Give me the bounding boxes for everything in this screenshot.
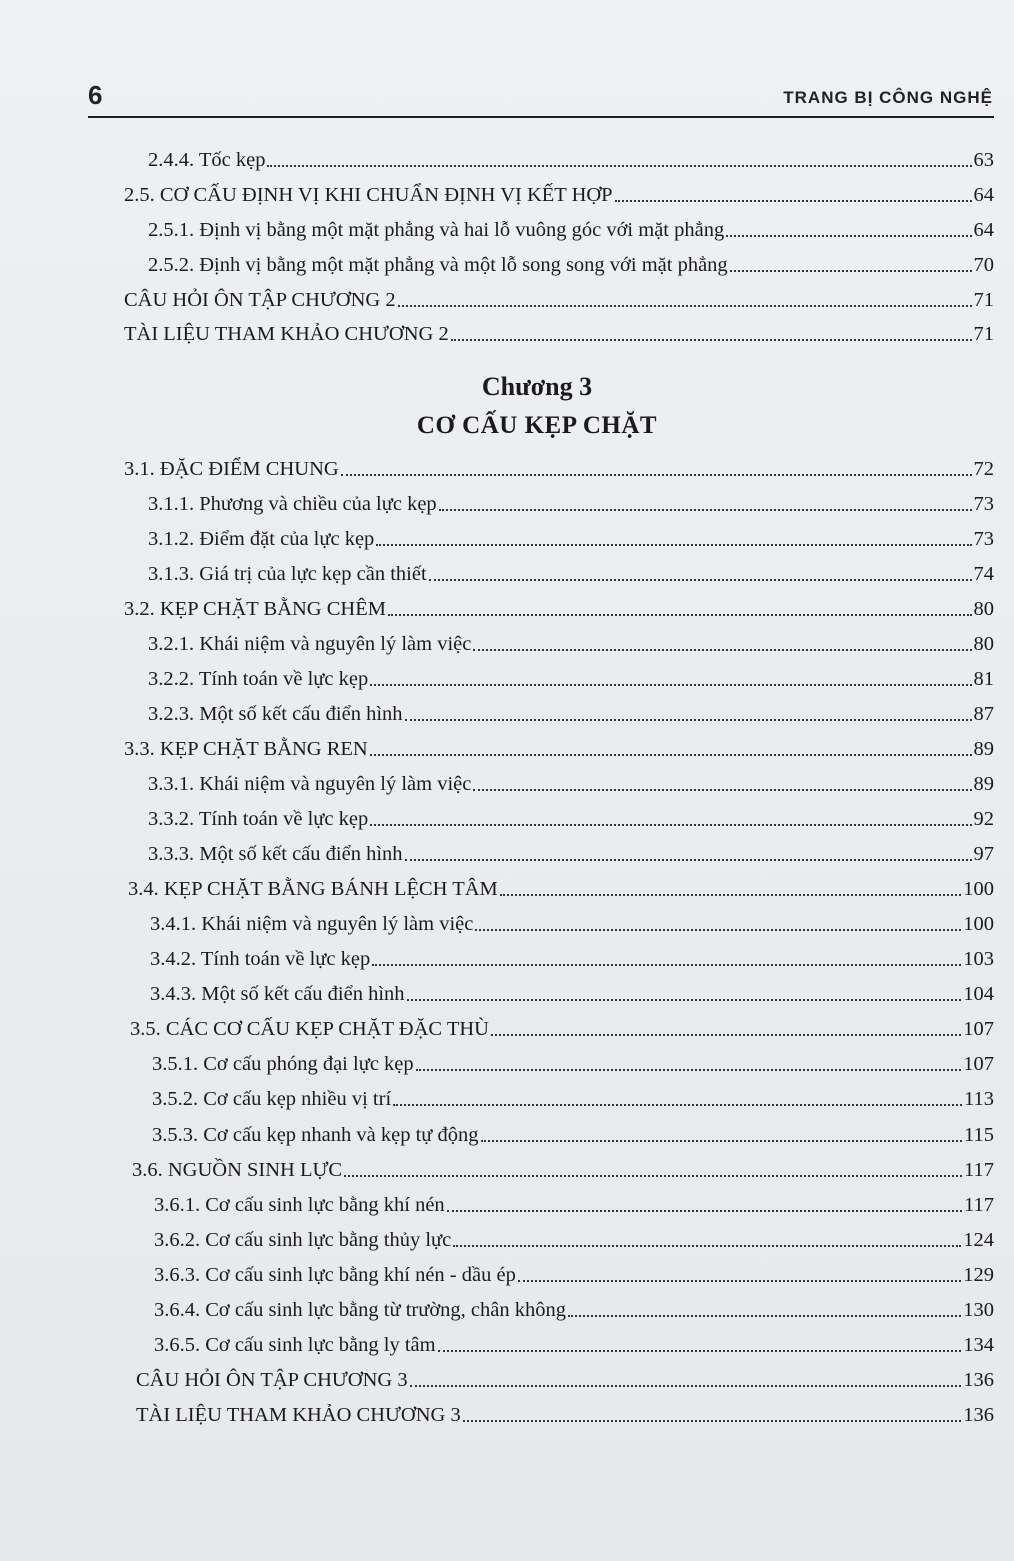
toc-leader [344, 1175, 962, 1177]
toc-entry-page: 134 [963, 1334, 994, 1356]
toc-entry [150, 979, 994, 1007]
toc-entry-page: 136 [963, 1404, 994, 1426]
toc-entry-title: 3.5. CÁC CƠ CẤU KẸP CHẶT ĐẶC THÙ [130, 1018, 489, 1040]
toc-entry-page: 97 [973, 843, 994, 865]
toc-entry-page: 100 [963, 878, 994, 900]
page-header [88, 80, 993, 116]
toc-leader [370, 824, 971, 826]
toc-entry [128, 874, 994, 902]
toc-entry-page: 107 [963, 1053, 994, 1075]
running-title: TRANG BỊ CÔNG NGHỆ [783, 88, 993, 107]
toc-entry-page: 92 [973, 808, 994, 830]
toc-leader [407, 999, 962, 1001]
toc-entry-title: 2.5.2. Định vị bằng một mặt phẳng và một lỗ song song với mặt phẳng [148, 254, 728, 276]
toc-entry-page: 80 [973, 598, 994, 620]
toc-entry [148, 629, 994, 657]
toc-entry-title: 2.5. CƠ CẤU ĐỊNH VỊ KHI CHUẨN ĐỊNH VỊ KẾT HỢP [124, 184, 613, 206]
toc-entry-title: 3.6.4. Cơ cấu sinh lực bằng từ trường, chân không [154, 1299, 566, 1321]
page-number: 6 [88, 80, 103, 110]
toc-leader [429, 579, 972, 581]
toc-entry [124, 594, 994, 622]
toc-entry-title: TÀI LIỆU THAM KHẢO CHƯƠNG 2 [124, 323, 449, 345]
toc-leader [473, 649, 971, 651]
toc-entry [154, 1190, 994, 1218]
toc-entry [154, 1260, 994, 1288]
toc-entry-page: 89 [973, 738, 994, 760]
toc-leader [475, 929, 961, 931]
toc-leader [410, 1385, 962, 1387]
toc-leader [267, 165, 971, 167]
toc-leader [481, 1140, 962, 1142]
toc-entry-title: 3.6.2. Cơ cấu sinh lực bằng thủy lực [154, 1229, 452, 1251]
toc-entry [148, 699, 994, 727]
toc-entry-page: 136 [963, 1369, 994, 1391]
toc-leader [341, 474, 972, 476]
toc-entry-title: 3.1.3. Giá trị của lực kẹp cần thiết [148, 563, 427, 585]
toc-entry-title: 3.2.2. Tính toán về lực kẹp [148, 668, 369, 690]
toc-leader [500, 894, 961, 896]
toc-entry-title: 3.4. KẸP CHẶT BẰNG BÁNH LỆCH TÂM [128, 878, 498, 900]
toc-entry [124, 734, 994, 762]
toc-leader [453, 1245, 961, 1247]
toc-entry-title: 3.3. KẸP CHẶT BẰNG REN [124, 738, 368, 760]
toc-entry [136, 1400, 994, 1428]
toc-leader [518, 1280, 961, 1282]
toc-entry-page: 115 [964, 1124, 994, 1146]
toc-entry-page: 107 [963, 1018, 994, 1040]
toc-entry [148, 145, 994, 173]
toc-entry-title: 2.5.1. Định vị bằng một mặt phẳng và hai lỗ vuông góc với mặt phẳng [148, 219, 725, 241]
toc-entry-page: 72 [973, 458, 994, 480]
toc-entry-page: 73 [973, 528, 994, 550]
toc-entry-title: 3.1. ĐẶC ĐIỂM CHUNG [124, 458, 339, 480]
toc-leader [398, 305, 972, 307]
toc-entry [148, 250, 994, 278]
toc-entry-title: 3.5.1. Cơ cấu phóng đại lực kẹp [152, 1053, 414, 1075]
toc-entry [148, 215, 994, 243]
toc-entry-page: 71 [973, 289, 994, 311]
toc-entry-title: 3.1.2. Điểm đặt của lực kẹp [148, 528, 375, 550]
toc-leader [372, 964, 961, 966]
toc-entry-page: 117 [964, 1159, 994, 1181]
toc-entry-title: 3.6.5. Cơ cấu sinh lực bằng ly tâm [154, 1334, 436, 1356]
toc-leader [451, 339, 972, 341]
toc-entry-page: 89 [973, 773, 994, 795]
toc-entry-page: 73 [973, 493, 994, 515]
toc-entry-title: 3.5.3. Cơ cấu kẹp nhanh và kẹp tự động [152, 1124, 479, 1146]
toc-entry-page: 117 [964, 1194, 994, 1216]
toc-entry-page: 71 [973, 323, 994, 345]
toc-entry-title: 3.5.2. Cơ cấu kẹp nhiều vị trí [152, 1088, 392, 1110]
toc-entry [152, 1084, 994, 1112]
toc-entry [148, 839, 994, 867]
toc-leader [416, 1069, 962, 1071]
toc-entry-title: 3.2.3. Một số kết cấu điển hình [148, 703, 403, 725]
toc-entry-page: 70 [973, 254, 994, 276]
toc-entry [130, 1014, 994, 1042]
toc-leader [370, 754, 972, 756]
toc-entry [150, 909, 994, 937]
toc-entry-title: 3.4.1. Khái niệm và nguyên lý làm việc [150, 913, 474, 935]
toc-entry-page: 74 [973, 563, 994, 585]
toc-entry-page: 63 [973, 149, 994, 171]
toc-entry-page: 64 [973, 219, 994, 241]
toc-entry-title: CÂU HỎI ÔN TẬP CHƯƠNG 2 [124, 289, 396, 311]
toc-entry-title: 3.4.3. Một số kết cấu điển hình [150, 983, 405, 1005]
toc-leader [405, 719, 972, 721]
toc-leader [388, 614, 972, 616]
toc-entry-title: 3.2. KẸP CHẶT BẰNG CHÊM [124, 598, 386, 620]
toc-entry-title: 3.6.1. Cơ cấu sinh lực bằng khí nén [154, 1194, 445, 1216]
toc-leader [438, 1350, 962, 1352]
toc-entry [154, 1330, 994, 1358]
toc-entry [124, 319, 994, 347]
chapter-label: Chương 3 [481, 372, 593, 401]
toc-entry-page: 104 [963, 983, 994, 1005]
toc-entry-page: 87 [973, 703, 994, 725]
toc-entry-title: 3.6.3. Cơ cấu sinh lực bằng khí nén - dầu ép [154, 1264, 516, 1286]
toc-leader [376, 544, 971, 546]
toc-leader [439, 509, 972, 511]
toc-entry-title: 3.3.1. Khái niệm và nguyên lý làm việc [148, 773, 472, 795]
toc-entry [148, 524, 994, 552]
toc-leader [447, 1210, 962, 1212]
toc-leader [463, 1420, 962, 1422]
toc-entry [148, 559, 994, 587]
toc-entry [152, 1049, 994, 1077]
toc-entry [148, 769, 994, 797]
toc-leader [615, 200, 972, 202]
header-rule [88, 116, 994, 118]
toc-leader [730, 270, 972, 272]
toc-entry-page: 64 [973, 184, 994, 206]
toc-leader [473, 789, 971, 791]
toc-entry-title: CÂU HỎI ÔN TẬP CHƯƠNG 3 [136, 1369, 408, 1391]
toc-leader [726, 235, 971, 237]
toc-entry [150, 944, 994, 972]
toc-entry [154, 1295, 994, 1323]
chapter-title: CƠ CẤU KẸP CHẶT [416, 412, 658, 439]
toc-leader [405, 859, 972, 861]
toc-entry [152, 1120, 994, 1148]
toc-entry-page: 130 [963, 1299, 994, 1321]
toc-entry-page: 100 [963, 913, 994, 935]
toc-leader [370, 684, 971, 686]
toc-entry-title: 3.3.2. Tính toán về lực kẹp [148, 808, 369, 830]
toc-entry-page: 124 [963, 1229, 994, 1251]
toc-entry-page: 113 [964, 1088, 994, 1110]
toc-entry-title: 3.3.3. Một số kết cấu điển hình [148, 843, 403, 865]
toc-entry [124, 454, 994, 482]
toc-entry-title: 3.6. NGUỒN SINH LỰC [132, 1159, 343, 1181]
toc-leader [568, 1315, 961, 1317]
toc-entry-title: 3.2.1. Khái niệm và nguyên lý làm việc [148, 633, 472, 655]
toc-leader [491, 1034, 961, 1036]
toc-entry [136, 1365, 994, 1393]
toc-entry-page: 103 [963, 948, 994, 970]
toc-entry-page: 81 [973, 668, 994, 690]
toc-entry [124, 285, 994, 313]
toc-leader [393, 1104, 962, 1106]
toc-entry-title: TÀI LIỆU THAM KHẢO CHƯƠNG 3 [136, 1404, 461, 1426]
toc-entry [154, 1225, 994, 1253]
toc-entry [124, 180, 994, 208]
toc-entry-title: 3.4.2. Tính toán về lực kẹp [150, 948, 371, 970]
toc-entry-title: 3.1.1. Phương và chiều của lực kẹp [148, 493, 437, 515]
toc-entry-page: 80 [973, 633, 994, 655]
toc-entry-title: 2.4.4. Tốc kẹp [148, 149, 266, 171]
toc-entry [148, 489, 994, 517]
toc-entry [148, 804, 994, 832]
toc-entry-page: 129 [963, 1264, 994, 1286]
toc-entry [148, 664, 994, 692]
toc-entry [132, 1155, 994, 1183]
